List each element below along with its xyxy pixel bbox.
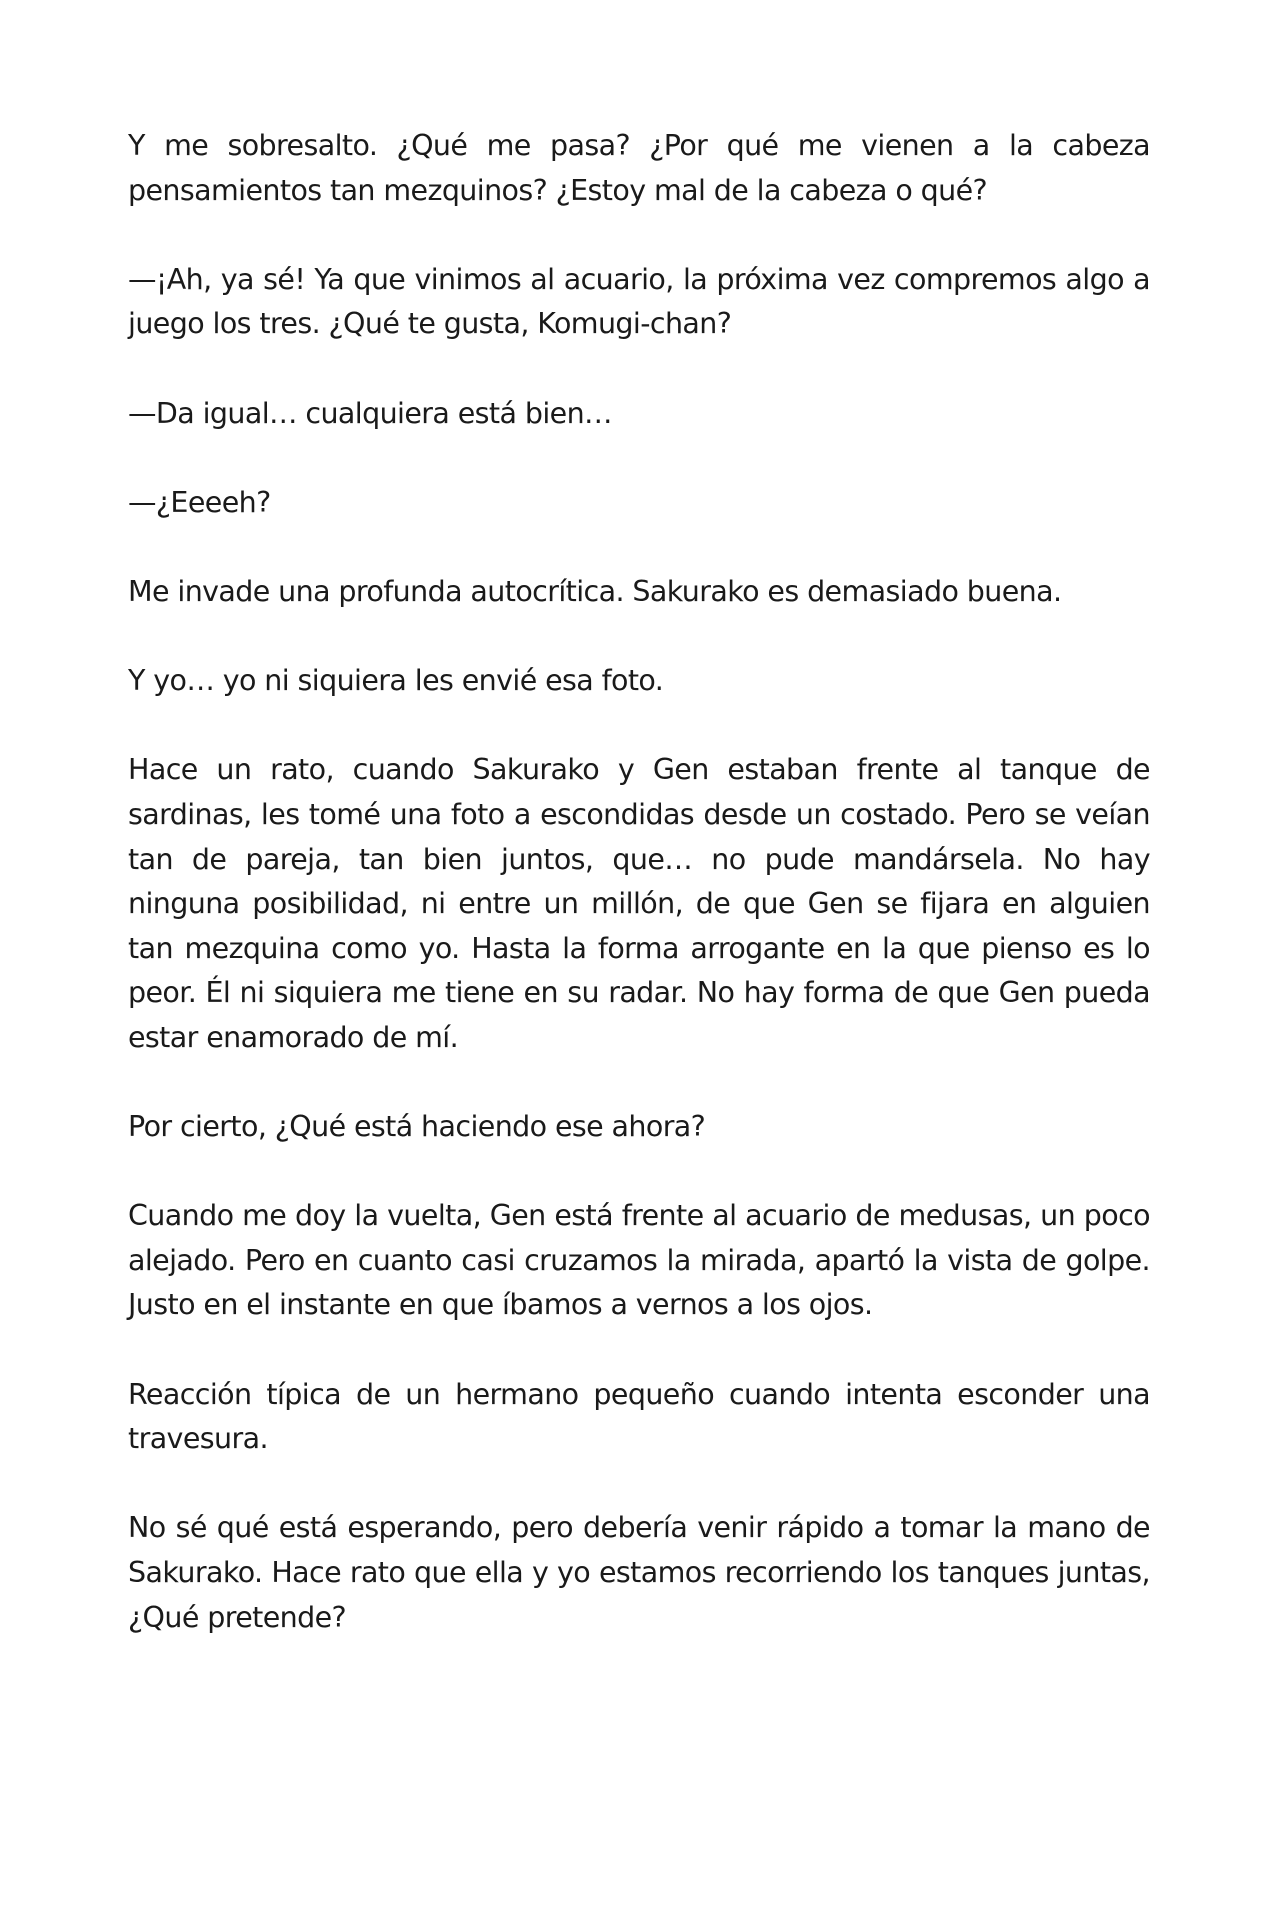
paragraph-what-is-he-waiting-for: No sé qué está esperando, pero debería venir rápido a tomar la mano de Sakurako. Hace rato que ella y yo estamos recorriendo los tanques juntas, ¿Qué pretende? (128, 1511, 1150, 1634)
paragraph-by-the-way: Por cierto, ¿Qué está haciendo ese ahora? (128, 1110, 706, 1144)
paragraph-typical-reaction: Reacción típica de un hermano pequeño cuando intenta esconder una travesura. (128, 1377, 1150, 1456)
paragraph-dialogue-whatever: —Da igual… cualquiera está bien… (128, 396, 612, 430)
paragraph-dialogue-eeeeh: —¿Eeeeh? (128, 485, 271, 519)
paragraph-photo-not-sent: Y yo… yo ni siquiera les envié esa foto. (128, 664, 664, 698)
document-page (128, 124, 1150, 1685)
paragraph-dialogue-matching-gift: —¡Ah, ya sé! Ya que vinimos al acuario, la próxima vez compremos algo a juego los tres. ¿Qué te gusta, Komugi-chan? (128, 262, 1150, 341)
paragraph-self-criticism: Me invade una profunda autocrítica. Sakurako es demasiado buena. (128, 574, 1062, 608)
paragraph-sardine-tank-photo: Hace un rato, cuando Sakurako y Gen estaban frente al tanque de sardinas, les tomé una foto a escondidas desde un costado. Pero se veían tan de pareja, tan bien juntos, que… no pude mandársela. No hay ninguna posibilidad, ni entre un millón, de que Gen se fijara en alguien tan mezquina como yo. Hasta la forma arrogante en la que pienso es lo peor. Él ni siquiera me tiene en su radar. No hay forma de que Gen pueda estar enamorado de mí. (128, 753, 1150, 1054)
paragraph-jellyfish-tank: Cuando me doy la vuelta, Gen está frente al acuario de medusas, un poco alejado. Pero en cuanto casi cruzamos la mirada, apartó la vista de golpe. Justo en el instante en que íbamos a vernos a los ojos. (128, 1199, 1150, 1322)
paragraph-startled: Y me sobresalto. ¿Qué me pasa? ¿Por qué me vienen a la cabeza pensamientos tan mezquinos? ¿Estoy mal de la cabeza o qué? (128, 129, 1150, 207)
